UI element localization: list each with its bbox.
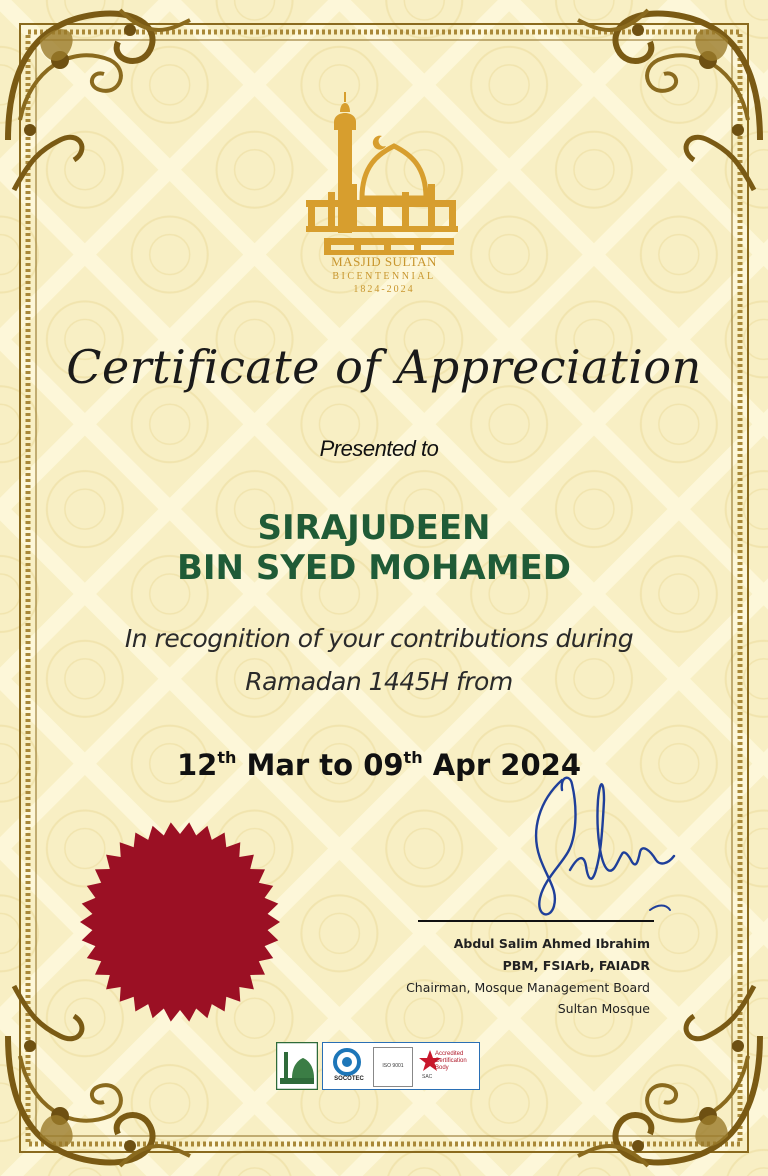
recipient-name-line1: SIRAJUDEEN (257, 508, 491, 548)
sac-line3: Body (435, 1065, 449, 1071)
end-day: 09 (363, 748, 404, 782)
sac-line1: Accredited (435, 1051, 464, 1057)
start-month: Mar to (236, 748, 364, 782)
certificate-title: Certificate of Appreciation (66, 340, 702, 394)
logo-subtitle: BICENTENNIAL (332, 271, 436, 282)
presented-to-label: Presented to (319, 436, 439, 461)
sac-line2: Certification (435, 1058, 467, 1064)
recognition-text-line2: Ramadan 1445H from (245, 667, 513, 696)
certification-badges (322, 1042, 480, 1090)
signatory-name: Abdul Salim Ahmed Ibrahim (453, 936, 650, 951)
logo-name: MASJID SULTAN (331, 254, 437, 269)
end-month-year: Apr 2024 (422, 748, 582, 782)
logo-years: 1824-2024 (353, 284, 415, 295)
iso-badge: ISO 9001 (373, 1047, 413, 1087)
sac-accreditation-text (435, 1051, 467, 1072)
end-day-suffix: th (403, 748, 423, 767)
signatory-position: Chairman, Mosque Management Board (406, 980, 650, 995)
socotec-label: SOCOTEC (334, 1076, 364, 1082)
recipient-name-line2: BIN SYED MOHAMED (176, 548, 572, 588)
start-day-suffix: th (217, 748, 237, 767)
signatory-organisation: Sultan Mosque (557, 1001, 650, 1016)
recognition-text-line1: In recognition of your contributions during (124, 624, 634, 653)
signature-icon (500, 770, 690, 930)
start-day: 12 (176, 748, 218, 782)
sac-label: SAC (422, 1074, 433, 1080)
signature-line (418, 920, 654, 922)
red-seal-icon (78, 820, 282, 1024)
signatory-honours: PBM, FSIArb, FAIADR (502, 958, 650, 973)
mosque-badge-icon (276, 1042, 318, 1090)
